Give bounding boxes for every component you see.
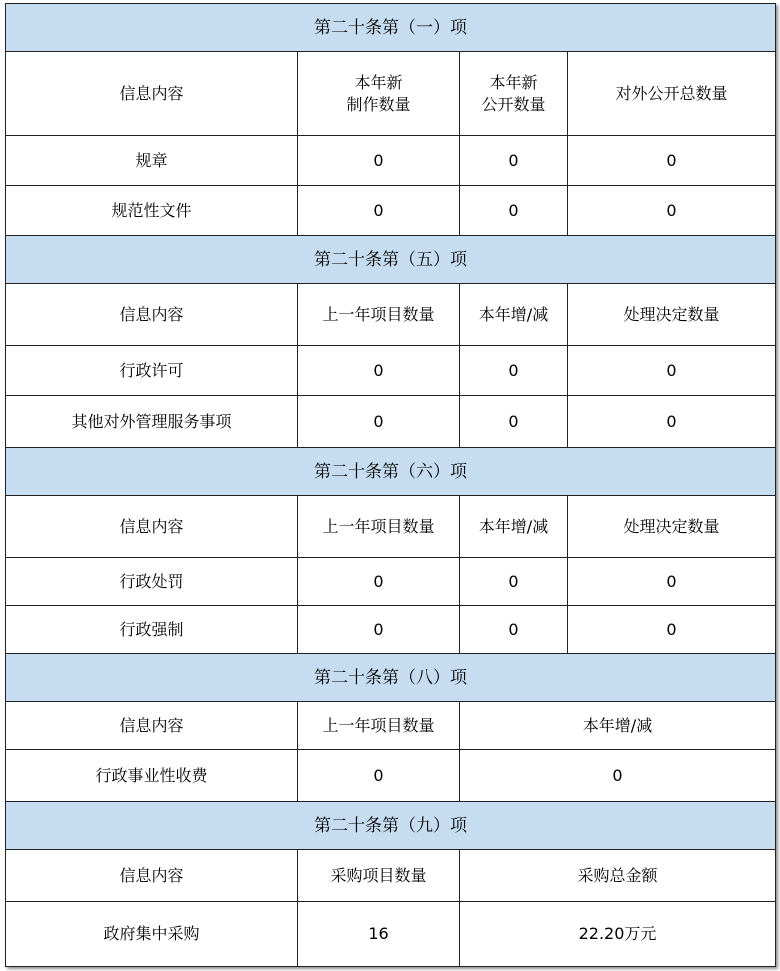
section-title: 第二十条第（九）项: [6, 802, 776, 850]
cell-value: 0: [298, 396, 460, 448]
cell-value: 0: [568, 346, 776, 396]
header-info-content: 信息内容: [6, 52, 298, 136]
header-row: [6, 496, 776, 558]
section-title: 第二十条第（六）项: [6, 448, 776, 496]
cell-value: 0: [460, 136, 568, 186]
cell-value: 0: [460, 186, 568, 236]
cell-value: 0: [460, 396, 568, 448]
cell-value: 0: [298, 750, 460, 802]
table-row: [6, 902, 776, 967]
cell-value: 22.20万元: [460, 902, 776, 967]
section-title-row: [6, 4, 776, 52]
cell-value: 0: [568, 558, 776, 606]
header-line: 制作数量: [346, 94, 411, 114]
section-title-row: [6, 236, 776, 284]
cell-value: 0: [298, 136, 460, 186]
header-prev-year-count: 上一年项目数量: [298, 496, 460, 558]
section-title-row: [6, 802, 776, 850]
cell-value: 0: [298, 186, 460, 236]
header-year-change: 本年增/减: [460, 702, 776, 750]
header-row: [6, 52, 776, 136]
row-label: 行政事业性收费: [6, 750, 298, 802]
cell-value: 0: [460, 750, 776, 802]
header-year-change: 本年增/减: [460, 284, 568, 346]
header-info-content: 信息内容: [6, 702, 298, 750]
section-title-row: [6, 654, 776, 702]
table-row: [6, 606, 776, 654]
cell-value: 16: [298, 902, 460, 967]
section-title: 第二十条第（一）项: [6, 4, 776, 52]
header-line: 公开数量: [481, 94, 546, 114]
cell-value: 0: [460, 558, 568, 606]
cell-value: 0: [298, 558, 460, 606]
header-info-content: 信息内容: [6, 284, 298, 346]
table-row: [6, 750, 776, 802]
row-label: 其他对外管理服务事项: [6, 396, 298, 448]
cell-value: 0: [568, 186, 776, 236]
header-decision-count: 处理决定数量: [568, 284, 776, 346]
cell-value: 0: [568, 136, 776, 186]
header-info-content: 信息内容: [6, 850, 298, 902]
header-line: 本年新: [354, 72, 403, 92]
header-prev-year-count: 上一年项目数量: [298, 702, 460, 750]
header-row: [6, 850, 776, 902]
header-new-made-count: [298, 52, 460, 136]
table-row: [6, 396, 776, 448]
table-row: [6, 346, 776, 396]
row-label: 规章: [6, 136, 298, 186]
table-row: [6, 136, 776, 186]
row-label: 行政许可: [6, 346, 298, 396]
cell-value: 0: [298, 606, 460, 654]
header-line: 本年新: [489, 72, 538, 92]
table-row: [6, 186, 776, 236]
cell-value: 0: [568, 606, 776, 654]
header-decision-count: 处理决定数量: [568, 496, 776, 558]
header-purchase-count: 采购项目数量: [298, 850, 460, 902]
table-row: [6, 558, 776, 606]
section-title: 第二十条第（八）项: [6, 654, 776, 702]
header-new-public-count: [460, 52, 568, 136]
row-label: 行政处罚: [6, 558, 298, 606]
row-label: 规范性文件: [6, 186, 298, 236]
cell-value: 0: [298, 346, 460, 396]
cell-value: 0: [460, 606, 568, 654]
header-purchase-amount: 采购总金额: [460, 850, 776, 902]
header-year-change: 本年增/减: [460, 496, 568, 558]
disclosure-table: [5, 3, 776, 967]
header-total-public-count: 对外公开总数量: [568, 52, 776, 136]
section-title-row: [6, 448, 776, 496]
row-label: 政府集中采购: [6, 902, 298, 967]
header-row: [6, 702, 776, 750]
header-info-content: 信息内容: [6, 496, 298, 558]
row-label: 行政强制: [6, 606, 298, 654]
header-prev-year-count: 上一年项目数量: [298, 284, 460, 346]
header-row: [6, 284, 776, 346]
cell-value: 0: [460, 346, 568, 396]
cell-value: 0: [568, 396, 776, 448]
section-title: 第二十条第（五）项: [6, 236, 776, 284]
